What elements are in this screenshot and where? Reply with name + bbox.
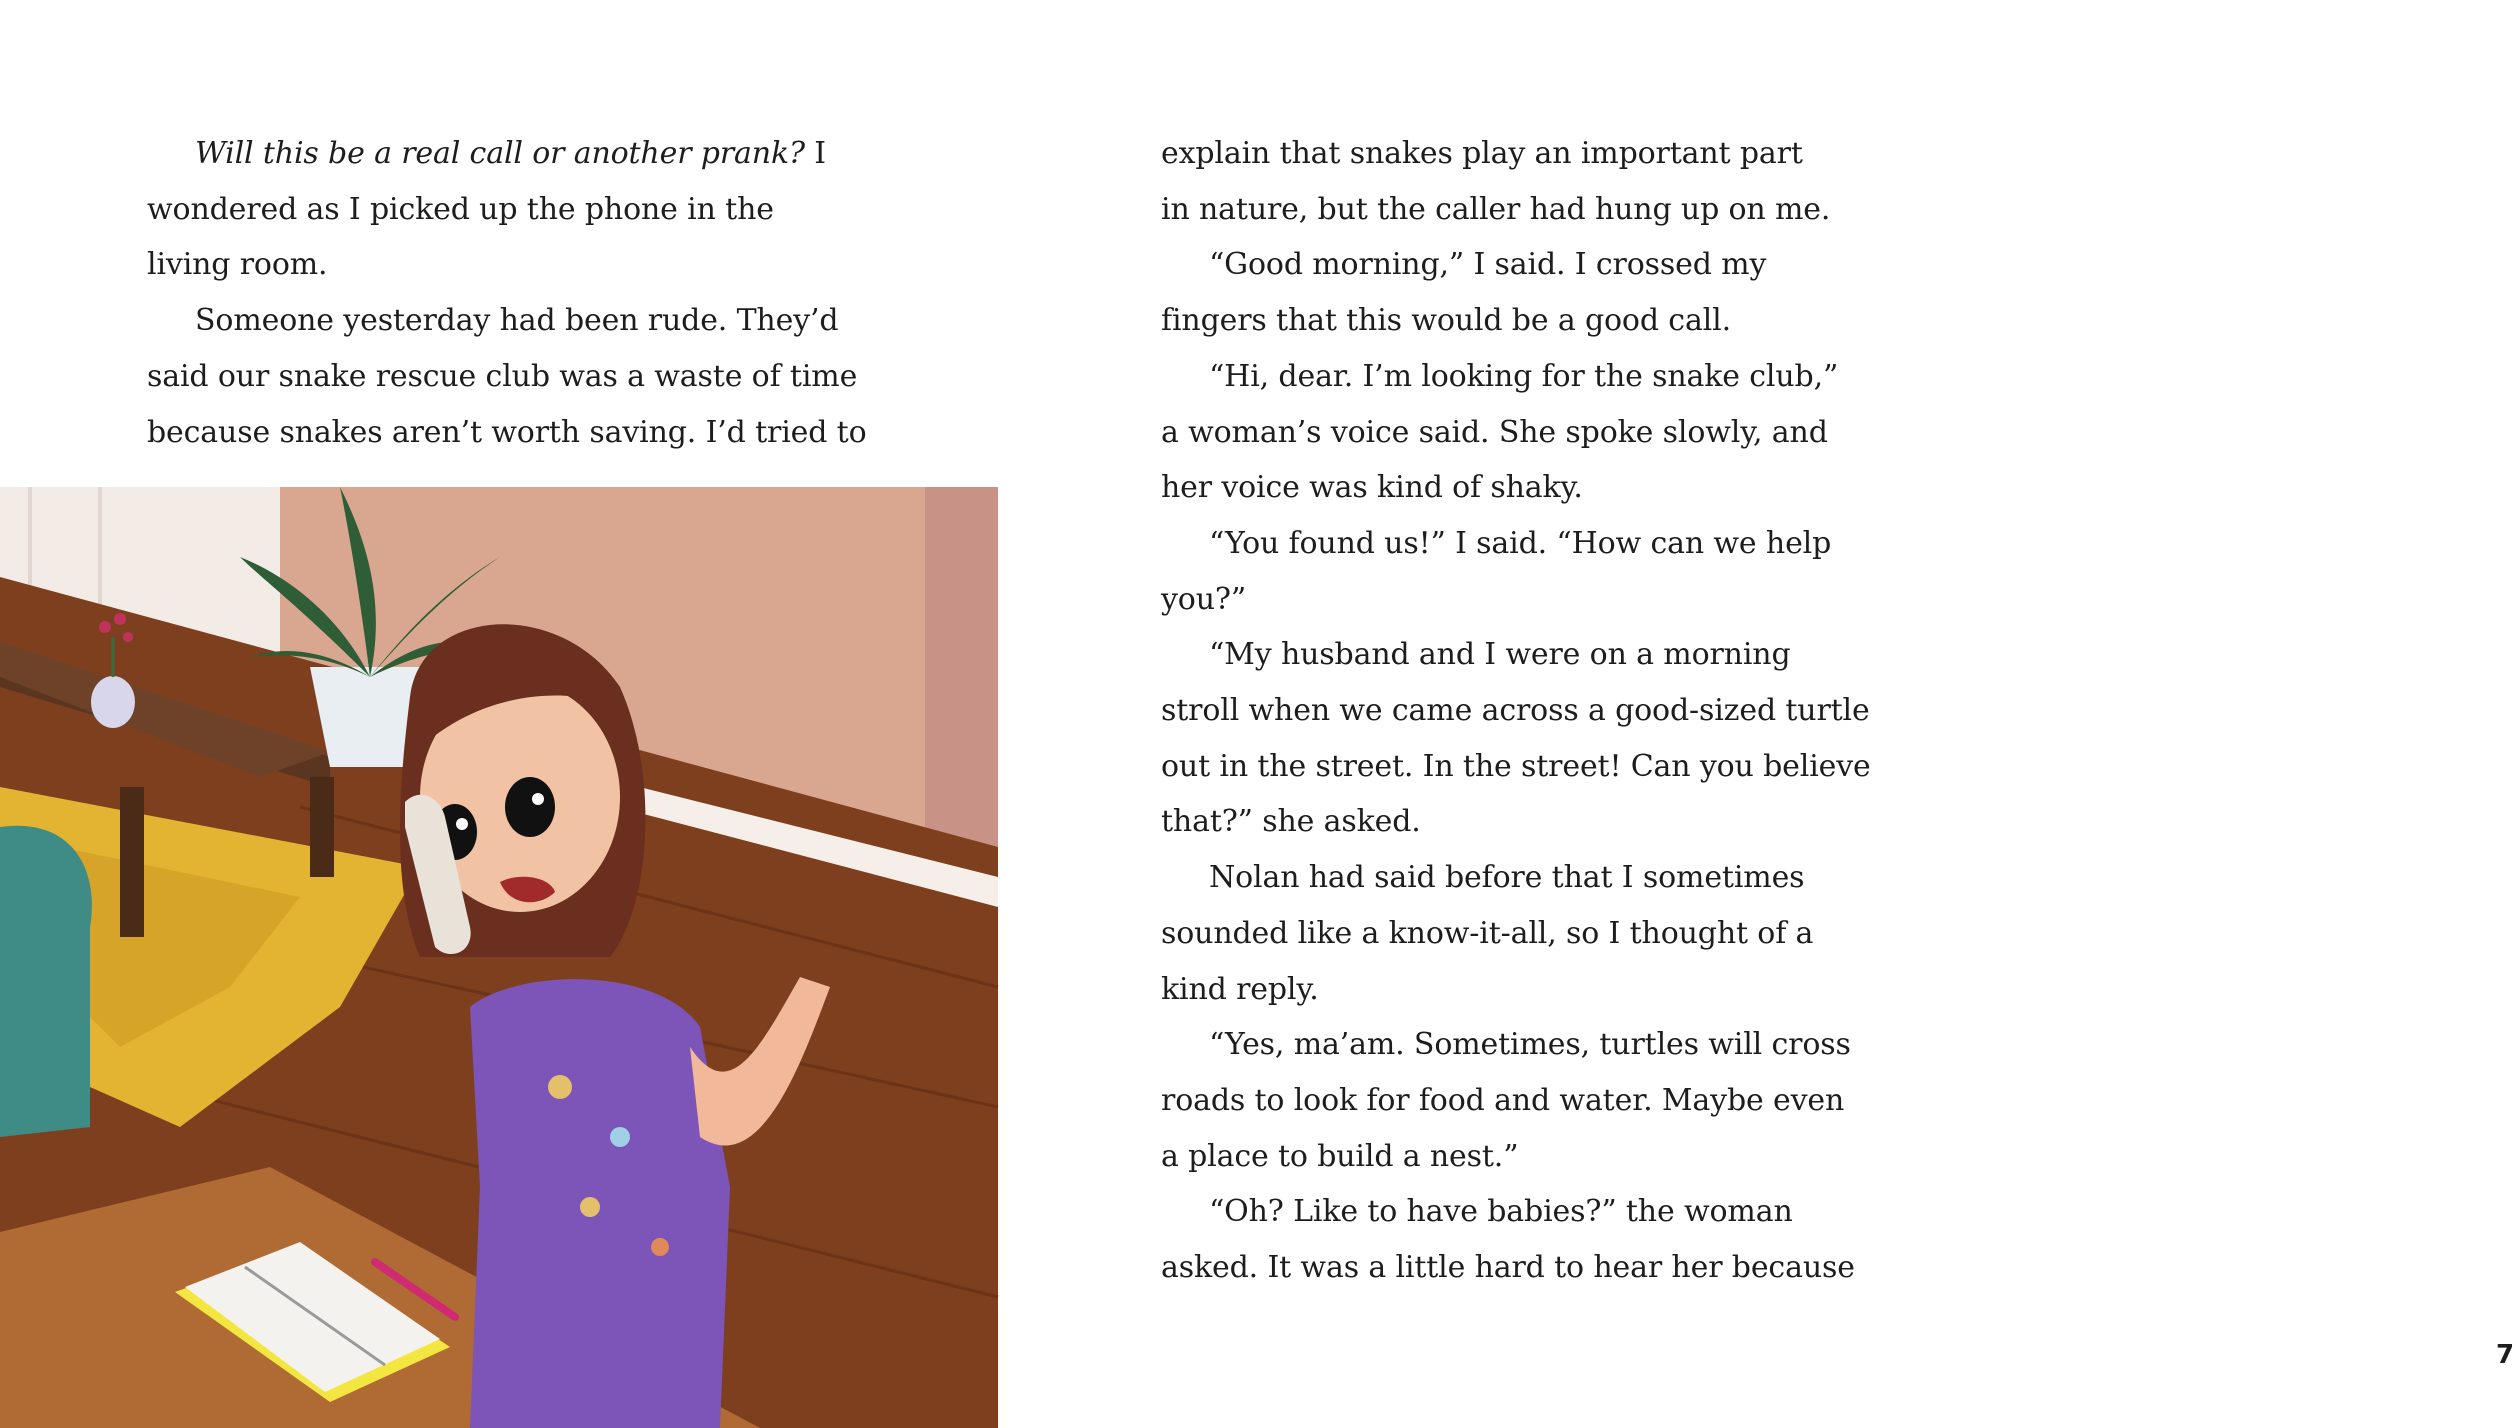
text-line: in nature, but the caller had hung up on me.	[1161, 191, 1831, 227]
text-line: because snakes aren’t worth saving. I’d tried to	[147, 414, 867, 450]
text-line: Nolan had said before that I sometimes	[1209, 860, 1805, 896]
text-line: asked. It was a little hard to hear her because	[1161, 1250, 1855, 1286]
text-line: “Oh? Like to have babies?” the woman	[1209, 1194, 1793, 1230]
right-page	[1000, 0, 2515, 1428]
text-line: living room.	[147, 247, 328, 283]
page-number: 7	[2495, 1340, 2515, 1370]
illustration-svg	[0, 487, 998, 1428]
text-line: a place to build a nest.”	[1161, 1138, 1519, 1174]
text-line: that?” she asked.	[1161, 804, 1421, 840]
text-line: Will this be a real call or another prank? I	[195, 136, 826, 171]
italic-thought: Will this be a real call or another prank?	[195, 136, 805, 171]
vase	[91, 676, 135, 728]
couch	[0, 826, 92, 1137]
text-line: you?”	[1161, 581, 1247, 617]
text-line: explain that snakes play an important part	[1161, 136, 1803, 171]
text-line: Someone yesterday had been rude. They’d	[195, 303, 839, 339]
girl-pajamas	[470, 979, 730, 1428]
text-line: “Yes, ma’am. Sometimes, turtles will cross	[1209, 1027, 1851, 1063]
text-line: “You found us!” I said. “How can we help	[1209, 525, 1832, 561]
text-line: a woman’s voice said. She spoke slowly, and	[1161, 414, 1828, 450]
girl-on-phone-illustration	[0, 487, 998, 1428]
text-line: roads to look for food and water. Maybe even	[1161, 1082, 1845, 1118]
text-line: said our snake rescue club was a waste of time	[147, 358, 858, 394]
text-line: kind reply.	[1161, 971, 1319, 1007]
text-line: fingers that this would be a good call.	[1161, 303, 1731, 339]
text-line: her voice was kind of shaky.	[1161, 470, 1583, 506]
text-line: wondered as I picked up the phone in the	[147, 191, 774, 227]
left-page-text	[147, 126, 867, 460]
text-line: sounded like a know-it-all, so I thought of a	[1161, 915, 1814, 951]
text-line: “My husband and I were on a morning	[1209, 637, 1791, 673]
text-line: stroll when we came across a good-sized turtle	[1161, 693, 1870, 729]
text-line: out in the street. In the street! Can you believe	[1161, 748, 1871, 784]
right-page-text	[1161, 126, 1881, 1296]
text-line: “Hi, dear. I’m looking for the snake club,”	[1209, 358, 1839, 394]
text-line: “Good morning,” I said. I crossed my	[1209, 247, 1767, 283]
left-page	[0, 0, 1000, 1428]
